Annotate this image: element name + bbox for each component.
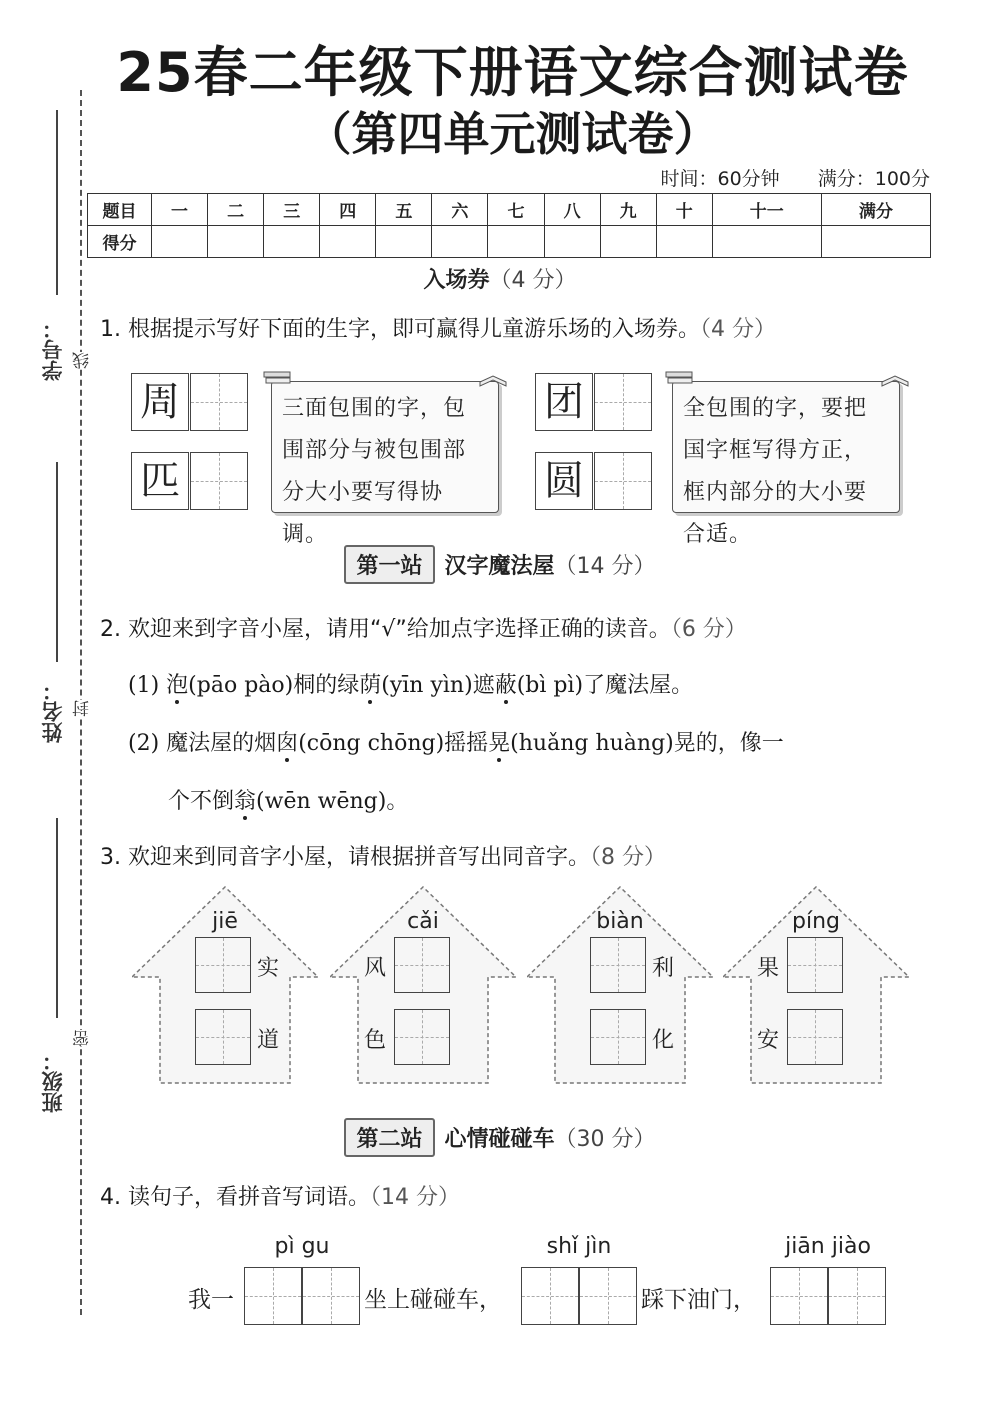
question-2-points: （6 分） bbox=[670, 617, 747, 642]
entry-title: 入场券 bbox=[423, 268, 490, 293]
pinyin-options[interactable]: (pāo pào)桐的绿 bbox=[188, 673, 360, 698]
table-column-header: 十 bbox=[656, 194, 712, 226]
writing-cell[interactable] bbox=[770, 1267, 828, 1325]
table-column-header: 十一 bbox=[712, 194, 821, 226]
dotted-char: 翁 bbox=[234, 789, 257, 814]
sentence-text: 踩下油门， bbox=[641, 1287, 756, 1313]
writing-cell[interactable] bbox=[590, 1009, 646, 1065]
score-cell[interactable] bbox=[488, 226, 544, 258]
score-table bbox=[87, 193, 931, 258]
table-column-header: 五 bbox=[376, 194, 432, 226]
station-2-heading bbox=[0, 1118, 1000, 1157]
line-mark: 线 bbox=[70, 352, 95, 369]
score-cell[interactable] bbox=[432, 226, 488, 258]
writing-cell[interactable] bbox=[195, 937, 251, 993]
page-title: 25春二年级下册语文综合测试卷 bbox=[116, 41, 909, 104]
writing-cell[interactable] bbox=[302, 1267, 360, 1325]
time-info: 时间：60分钟 bbox=[660, 168, 780, 190]
house-pinyin: jiē bbox=[212, 909, 238, 934]
table-column-header: 八 bbox=[544, 194, 600, 226]
class-blank[interactable] bbox=[56, 818, 58, 1018]
table-column-header: 九 bbox=[600, 194, 656, 226]
books-icon bbox=[664, 368, 694, 388]
house-char: 实 bbox=[257, 956, 280, 981]
score-cell[interactable] bbox=[376, 226, 432, 258]
name-label: 姓名： bbox=[41, 680, 65, 743]
dotted-char: 囱 bbox=[276, 731, 299, 756]
question-2-item-2-cont bbox=[168, 784, 408, 815]
question-1-points: （4 分） bbox=[700, 317, 776, 342]
house-char: 利 bbox=[652, 956, 675, 981]
exam-meta bbox=[635, 164, 931, 191]
table-row-label: 得分 bbox=[88, 226, 152, 258]
writing-cell[interactable] bbox=[594, 452, 652, 510]
writing-cell[interactable] bbox=[594, 373, 652, 431]
sentence-text: 我一 bbox=[188, 1287, 234, 1313]
pinyin-label: shǐ jìn bbox=[546, 1234, 612, 1259]
score-cell[interactable] bbox=[712, 226, 821, 258]
writing-cell[interactable] bbox=[579, 1267, 637, 1325]
score-cell[interactable] bbox=[821, 226, 930, 258]
pinyin-options[interactable]: (bì pì)了魔法屋。 bbox=[516, 673, 694, 698]
table-column-header: 二 bbox=[208, 194, 264, 226]
sentence-text: 个不倒 bbox=[168, 789, 235, 814]
dotted-char: 荫 bbox=[359, 673, 382, 698]
binding-strip bbox=[0, 0, 95, 1414]
score-cell[interactable] bbox=[656, 226, 712, 258]
house-pinyin: cǎi bbox=[407, 909, 439, 934]
writing-cell[interactable] bbox=[244, 1267, 302, 1325]
question-1-text: 1. 根据提示写好下面的生字，即可赢得儿童游乐场的入场券。 bbox=[100, 317, 700, 342]
writing-cell[interactable] bbox=[394, 1009, 450, 1065]
pinyin-options[interactable]: (yīn yìn)遮 bbox=[381, 673, 495, 698]
score-cell[interactable] bbox=[152, 226, 208, 258]
station-1-points: （14 分） bbox=[554, 554, 656, 579]
pinyin-options[interactable]: (huǎng huàng)晃的，像一 bbox=[510, 731, 784, 756]
model-char: 圆 bbox=[535, 452, 593, 510]
table-column-header: 满分 bbox=[821, 194, 930, 226]
house-pinyin: biàn bbox=[596, 909, 644, 934]
station-1-heading bbox=[0, 545, 1000, 584]
model-char: 周 bbox=[131, 373, 189, 431]
pinyin-options[interactable]: (cōng chōng)摇摇 bbox=[298, 731, 489, 756]
table-column-header: 四 bbox=[320, 194, 376, 226]
question-2-item-2 bbox=[128, 726, 784, 757]
writing-cell[interactable] bbox=[394, 937, 450, 993]
station-1-badge: 第一站 bbox=[344, 545, 434, 584]
house-pinyin: píng bbox=[792, 909, 840, 934]
writing-cell[interactable] bbox=[195, 1009, 251, 1065]
writing-cell[interactable] bbox=[190, 373, 248, 431]
books-icon bbox=[262, 368, 292, 388]
dotted-char: 泡 bbox=[166, 673, 189, 698]
house-char: 色 bbox=[364, 1028, 387, 1053]
pinyin-label: jiān jiào bbox=[785, 1234, 871, 1259]
question-4 bbox=[100, 1180, 460, 1211]
class-label: 班级： bbox=[41, 1050, 65, 1113]
full-score-info: 满分：100分 bbox=[817, 168, 930, 190]
table-row-label: 题目 bbox=[88, 194, 152, 226]
secret-mark: 密 bbox=[70, 1030, 95, 1047]
question-2-text: 2. 欢迎来到字音小屋，请用“√”给加点字选择正确的读音。 bbox=[100, 617, 671, 642]
writing-cell[interactable] bbox=[787, 1009, 843, 1065]
question-1 bbox=[100, 312, 776, 343]
writing-cell[interactable] bbox=[787, 937, 843, 993]
open-book-icon bbox=[478, 368, 508, 388]
house-char: 安 bbox=[757, 1028, 780, 1053]
seal-mark: 封 bbox=[70, 700, 95, 717]
pinyin-options[interactable]: (wēn wēng)。 bbox=[256, 789, 409, 814]
writing-cell[interactable] bbox=[521, 1267, 579, 1325]
open-book-icon bbox=[880, 368, 910, 388]
score-cell[interactable] bbox=[320, 226, 376, 258]
score-cell[interactable] bbox=[208, 226, 264, 258]
writing-cell[interactable] bbox=[828, 1267, 886, 1325]
score-cell[interactable] bbox=[544, 226, 600, 258]
house-char: 果 bbox=[757, 956, 780, 981]
question-2 bbox=[100, 612, 747, 643]
pinyin-label: pì gu bbox=[274, 1234, 330, 1259]
question-4-points: （14 分） bbox=[369, 1185, 460, 1210]
table-score-row bbox=[88, 226, 931, 258]
station-2-points: （30 分） bbox=[554, 1127, 656, 1152]
dotted-char: 晃 bbox=[488, 731, 511, 756]
writing-cell[interactable] bbox=[190, 452, 248, 510]
house-char: 风 bbox=[364, 956, 387, 981]
table-column-header: 一 bbox=[152, 194, 208, 226]
question-3 bbox=[100, 840, 666, 871]
dotted-char: 蔽 bbox=[494, 673, 517, 698]
tip-note: 三面包围的字，包围部分与被包围部分大小要写得协调。 bbox=[271, 381, 499, 513]
question-2-item-1 bbox=[128, 668, 693, 699]
question-3-points: （8 分） bbox=[590, 845, 666, 870]
table-header-row bbox=[88, 194, 931, 226]
score-cell[interactable] bbox=[264, 226, 320, 258]
item-number: (1) bbox=[128, 673, 167, 698]
station-2-badge: 第二站 bbox=[344, 1118, 434, 1157]
table-column-header: 七 bbox=[488, 194, 544, 226]
sentence-text: (2) 魔法屋的烟 bbox=[128, 731, 277, 756]
question-4-text: 4. 读句子，看拼音写词语。 bbox=[100, 1185, 370, 1210]
model-char: 匹 bbox=[131, 452, 189, 510]
student-no-label: 学号： bbox=[41, 318, 65, 381]
question-3-text: 3. 欢迎来到同音字小屋，请根据拼音写出同音字。 bbox=[100, 845, 590, 870]
table-column-header: 六 bbox=[432, 194, 488, 226]
station-1-title: 汉字魔法屋 bbox=[444, 554, 555, 579]
score-cell[interactable] bbox=[600, 226, 656, 258]
house-char: 道 bbox=[257, 1028, 280, 1053]
station-2-title: 心情碰碰车 bbox=[444, 1127, 555, 1152]
house-char: 化 bbox=[652, 1028, 675, 1053]
writing-cell[interactable] bbox=[590, 937, 646, 993]
page-subtitle: （第四单元测试卷） bbox=[305, 107, 720, 161]
entry-heading bbox=[0, 263, 1000, 294]
model-char: 团 bbox=[535, 373, 593, 431]
table-column-header: 三 bbox=[264, 194, 320, 226]
entry-points: （4 分） bbox=[489, 268, 577, 293]
tip-note: 全包围的字，要把国字框写得方正，框内部分的大小要合适。 bbox=[672, 381, 900, 513]
sentence-text: 坐上碰碰车， bbox=[364, 1287, 502, 1313]
